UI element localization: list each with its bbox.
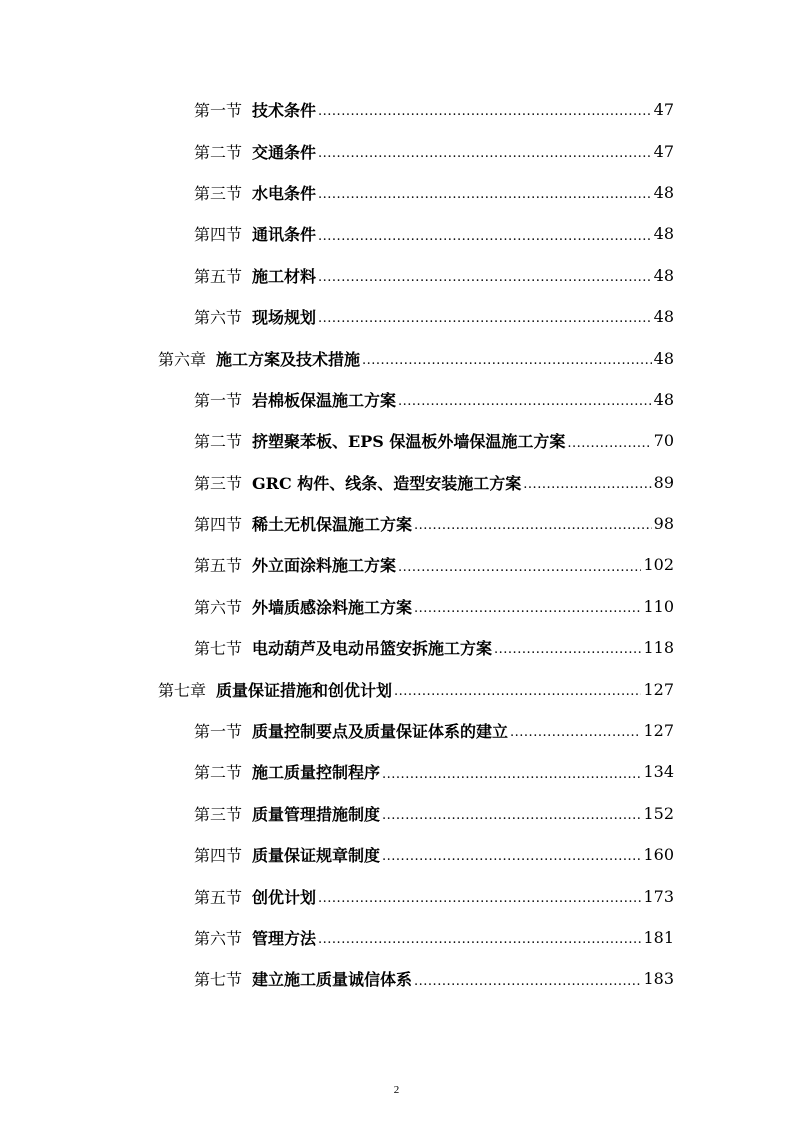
toc-dot-leader: [382, 808, 641, 834]
toc-entry-number: 第三节: [194, 473, 243, 493]
toc-entry-page: 48: [653, 348, 674, 368]
toc-entry-number: 第三节: [194, 183, 243, 203]
toc-entry-page: 102: [643, 555, 674, 575]
toc-entry-page: 160: [643, 845, 674, 865]
toc-entry-number: 第二节: [194, 142, 243, 162]
toc-dot-leader: [567, 436, 651, 462]
toc-dot-leader: [318, 187, 652, 213]
toc-entry-title: GRC 构件、线条、造型安装施工方案: [252, 473, 522, 493]
toc-entry-page: 89: [653, 472, 674, 492]
toc-section-entry[interactable]: [0, 296, 674, 337]
toc-entry-title: 建立施工质量诚信体系: [252, 970, 413, 990]
toc-entry-number: 第二节: [194, 763, 243, 783]
toc-entry-page: 48: [653, 182, 674, 202]
toc-entry-title: 外立面涂料施工方案: [252, 556, 397, 576]
toc-section-entry[interactable]: [0, 172, 674, 213]
toc-entry-number: 第六章: [158, 349, 207, 369]
toc-entry-title: 外墙质感涂料施工方案: [252, 597, 413, 617]
toc-entry-title: 稀土无机保温施工方案: [252, 515, 413, 535]
toc-entry-number: 第七节: [194, 639, 243, 659]
toc-entry-number: 第五节: [194, 887, 243, 907]
toc-entry-number: 第二节: [194, 432, 243, 452]
toc-entry-title: 施工方案及技术措施: [216, 349, 361, 369]
toc-entry-number: 第四节: [194, 846, 243, 866]
toc-section-entry[interactable]: [0, 793, 674, 834]
toc-dot-leader: [414, 601, 641, 627]
toc-entry-page: 48: [653, 265, 674, 285]
toc-dot-leader: [382, 767, 641, 793]
table-of-contents: [0, 89, 793, 1000]
toc-dot-leader: [318, 146, 652, 172]
toc-dot-leader: [382, 849, 641, 875]
toc-entry-page: 48: [653, 307, 674, 327]
toc-dot-leader: [318, 311, 652, 337]
toc-entry-number: 第六节: [194, 597, 243, 617]
toc-entry-number: 第五节: [194, 556, 243, 576]
toc-dot-leader: [398, 394, 652, 420]
toc-dot-leader: [398, 560, 641, 586]
toc-entry-page: 152: [643, 803, 674, 823]
toc-entry-title: 交通条件: [252, 142, 317, 162]
toc-section-entry[interactable]: [0, 917, 674, 958]
toc-chapter-entry[interactable]: [0, 668, 674, 709]
toc-section-entry[interactable]: [0, 462, 674, 503]
toc-entry-title: 管理方法: [252, 929, 317, 948]
toc-entry-number: 第四节: [194, 515, 243, 535]
toc-entry-page: 47: [653, 100, 674, 120]
toc-entry-page: 173: [643, 886, 674, 906]
toc-dot-leader: [318, 104, 652, 130]
toc-entry-title: 质量保证规章制度: [252, 846, 381, 866]
toc-entry-number: 第一节: [194, 101, 243, 121]
toc-entry-page: 127: [643, 721, 674, 741]
toc-dot-leader: [318, 891, 641, 917]
toc-entry-page: 118: [643, 638, 674, 658]
toc-entry-title: 挤塑聚苯板、EPS 保温板外墙保温施工方案: [252, 432, 566, 452]
toc-dot-leader: [523, 477, 651, 503]
toc-entry-number: 第五节: [194, 266, 243, 286]
toc-entry-title: 技术条件: [252, 101, 317, 121]
toc-section-entry[interactable]: [0, 213, 674, 254]
toc-entry-page: 48: [653, 389, 674, 409]
toc-entry-title: 水电条件: [252, 183, 317, 203]
toc-entry-number: 第六节: [194, 929, 243, 948]
toc-section-entry[interactable]: [0, 586, 674, 627]
page-number: 2: [393, 1084, 400, 1096]
toc-entry-page: 183: [643, 969, 674, 989]
toc-dot-leader: [414, 518, 652, 544]
toc-entry-title: 施工材料: [252, 266, 317, 286]
toc-entry-title: 施工质量控制程序: [252, 763, 381, 783]
toc-entry-page: 70: [653, 431, 674, 451]
toc-entry-title: 质量保证措施和创优计划: [216, 680, 393, 700]
toc-dot-leader: [362, 353, 652, 379]
toc-entry-number: 第七节: [194, 970, 243, 990]
toc-section-entry[interactable]: [0, 544, 674, 585]
toc-entry-title: 质量控制要点及质量保证体系的建立: [252, 722, 509, 742]
toc-section-entry[interactable]: [0, 503, 674, 544]
toc-entry-title: 创优计划: [252, 887, 317, 907]
toc-dot-leader: [414, 974, 641, 1000]
toc-section-entry[interactable]: [0, 420, 674, 461]
toc-section-entry[interactable]: [0, 710, 674, 751]
toc-section-entry[interactable]: [0, 875, 674, 916]
toc-dot-leader: [318, 229, 652, 255]
toc-entry-title: 岩棉板保温施工方案: [252, 390, 397, 410]
toc-entry-page: 134: [643, 762, 674, 782]
toc-section-entry[interactable]: [0, 834, 674, 875]
toc-dot-leader: [318, 932, 641, 958]
toc-entry-number: 第一节: [194, 722, 243, 742]
toc-entry-number: 第三节: [194, 804, 243, 824]
toc-entry-number: 第四节: [194, 225, 243, 245]
toc-entry-page: 181: [643, 928, 674, 947]
toc-section-entry[interactable]: [0, 627, 674, 668]
toc-chapter-entry[interactable]: [0, 337, 674, 378]
toc-section-entry[interactable]: [0, 255, 674, 296]
toc-dot-leader: [394, 684, 641, 710]
toc-entry-title: 电动葫芦及电动吊篮安拆施工方案: [252, 639, 493, 659]
toc-section-entry[interactable]: [0, 130, 674, 171]
toc-section-entry[interactable]: [0, 379, 674, 420]
toc-entry-number: 第一节: [194, 390, 243, 410]
toc-entry-page: 48: [653, 224, 674, 244]
toc-section-entry[interactable]: [0, 89, 674, 130]
toc-entry-page: 47: [653, 141, 674, 161]
toc-section-entry[interactable]: [0, 751, 674, 792]
toc-entry-page: 98: [653, 514, 674, 534]
toc-section-entry[interactable]: [0, 958, 674, 999]
toc-dot-leader: [494, 642, 641, 668]
toc-entry-number: 第六节: [194, 308, 243, 328]
toc-entry-page: 110: [643, 596, 674, 616]
toc-dot-leader: [510, 725, 641, 751]
toc-entry-title: 质量管理措施制度: [252, 804, 381, 824]
toc-entry-title: 通讯条件: [252, 225, 317, 245]
toc-entry-title: 现场规划: [252, 308, 317, 328]
toc-entry-number: 第七章: [158, 680, 207, 700]
toc-dot-leader: [318, 270, 652, 296]
toc-entry-page: 127: [643, 679, 674, 699]
